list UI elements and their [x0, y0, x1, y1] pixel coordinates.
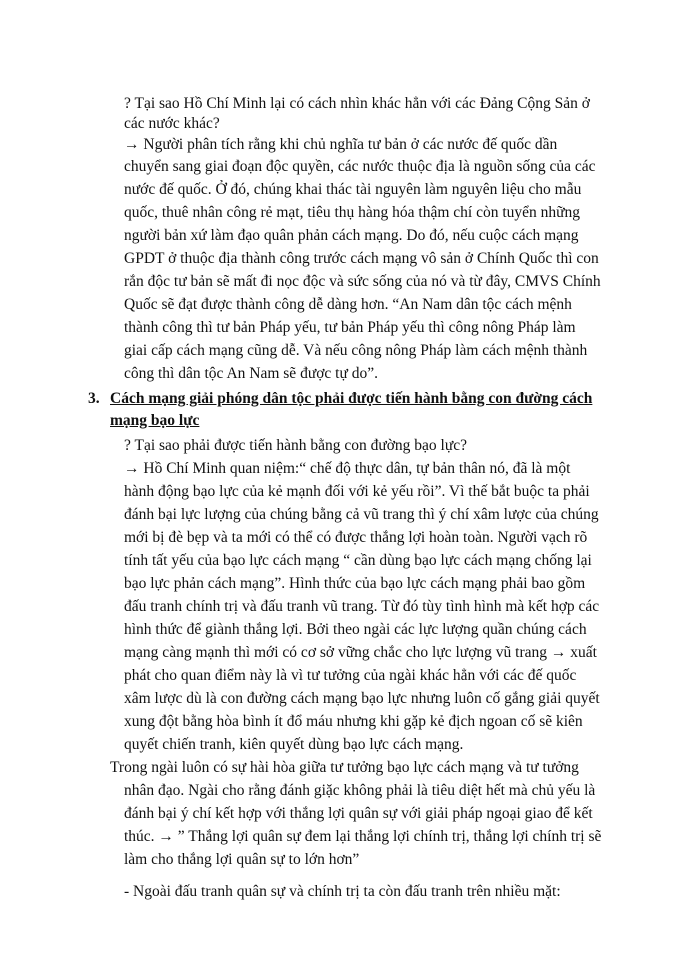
text-line: làm cho thắng lợi quân sự to lớn hơn”	[124, 851, 360, 868]
text-line: GPDT ở thuộc địa thành công trước cách mạng vô sản ở Chính Quốc thì con	[124, 250, 599, 267]
text-line: → Người phân tích rằng khi chủ nghĩa tư bản ở các nước đế quốc dần	[124, 136, 558, 153]
text-line: - Ngoài đấu tranh quân sự và chính trị ta còn đấu tranh trên nhiều mặt:	[124, 883, 561, 900]
text-line: mới bị đè bẹp và ta mới có thể có được thắng lợi hoàn toàn. Người vạch rõ	[124, 529, 588, 546]
text-line: các nước khác?	[124, 115, 220, 132]
text-line: xâm lược dù là con đường cách mạng bạo lực nhưng luôn cố gắng giải quyết	[124, 690, 600, 707]
text-line: công thì dân tộc An Nam sẽ được tự do”.	[124, 365, 379, 382]
text-line: nước đế quốc. Ở đó, chúng khai thác tài nguyên làm nguyên liệu cho mẫu	[124, 181, 582, 198]
text-line: giai cấp cách mạng cũng dễ. Và nếu công nông Pháp làm cách mệnh thành	[124, 342, 588, 359]
text-line: tính tất yếu của bạo lực cách mạng “ cần dùng bạo lực cách mạng chống lại	[124, 552, 592, 569]
text-line: phát cho quan điểm này là vì tư tưởng của ngài khác hẳn với các đế quốc	[124, 667, 577, 684]
text-line: → Hồ Chí Minh quan niệm:“ chế độ thực dân, tự bản thân nó, đã là một	[124, 460, 571, 477]
text-line: đánh bại ý chí kết hợp với thắng lợi quân sự với giải pháp ngoại giao để kết	[124, 805, 593, 822]
text-line: thúc. → ” Thắng lợi quân sự đem lại thắng lợi chính trị, thắng lợi chính trị sẽ	[124, 828, 602, 845]
text-line: bạo lực phản cách mạng”. Hình thức của bạo lực cách mạng phải bao gồm	[124, 575, 586, 592]
text-line: quốc, thuê nhân công rẻ mạt, tiêu thụ hàng hóa thậm chí còn tuyển những	[124, 204, 581, 221]
text-line: quyết chiến tranh, kiên quyết dùng bạo lực cách mạng.	[124, 736, 464, 753]
text-line: Trong ngài luôn có sự hài hòa giữa tư tưởng bạo lực cách mạng và tư tưởng	[110, 759, 579, 776]
text-line: ? Tại sao Hồ Chí Minh lại có cách nhìn khác hẳn với các Đảng Cộng Sản ở	[124, 95, 590, 112]
text-line: rắn độc tư bản sẽ mất đi nọc độc và sức sống của nó và từ đây, CMVS Chính	[124, 273, 601, 290]
text-line: hành động bạo lực của kẻ mạnh đối với kẻ yếu rồi”. Vì thế bắt buộc ta phải	[124, 483, 590, 500]
text-line: chuyển sang giai đoạn độc quyền, các nước thuộc địa là nguồn sống của các	[124, 158, 596, 175]
text-line: thành công thì tư bản Pháp yếu, tư bản Pháp yếu thì công nông Pháp làm	[124, 319, 576, 336]
heading-line: Cách mạng giải phóng dân tộc phải được tiến hành bằng con đường cách	[110, 390, 593, 407]
text-line: đánh bại lực lượng của chúng bằng cả vũ trang thì ý chí xâm lược của chúng	[124, 506, 599, 523]
text-line: nhân đạo. Ngài cho rằng đánh giặc không phải là tiêu diệt hết mà chủ yếu là	[124, 782, 596, 799]
section-number: 3.	[88, 390, 100, 407]
text-line: đấu tranh chính trị và đấu tranh vũ trang. Từ đó tùy tình hình mà kết hợp các	[124, 598, 600, 615]
text-line: Quốc sẽ đạt được thành công dễ dàng hơn. “An Nam dân tộc cách mệnh	[124, 296, 572, 313]
text-line: mạng càng mạnh thì mới có cơ sở vững chắc cho lực lượng vũ trang → xuất	[124, 644, 597, 661]
heading-line: mạng bạo lực	[110, 412, 200, 429]
text-line: xung đột bằng hòa bình ít đổ máu nhưng khi gặp kẻ địch ngoan cố sẽ kiên	[124, 713, 583, 730]
text-line: người bản xứ làm đạo quân phản cách mạng. Do đó, nếu cuộc cách mạng	[124, 227, 579, 244]
text-line: ? Tại sao phải được tiến hành bằng con đường bạo lực?	[124, 437, 468, 454]
text-line: hình thức để giành thắng lợi. Bởi theo ngài các lực lượng quần chúng cách	[124, 621, 587, 638]
